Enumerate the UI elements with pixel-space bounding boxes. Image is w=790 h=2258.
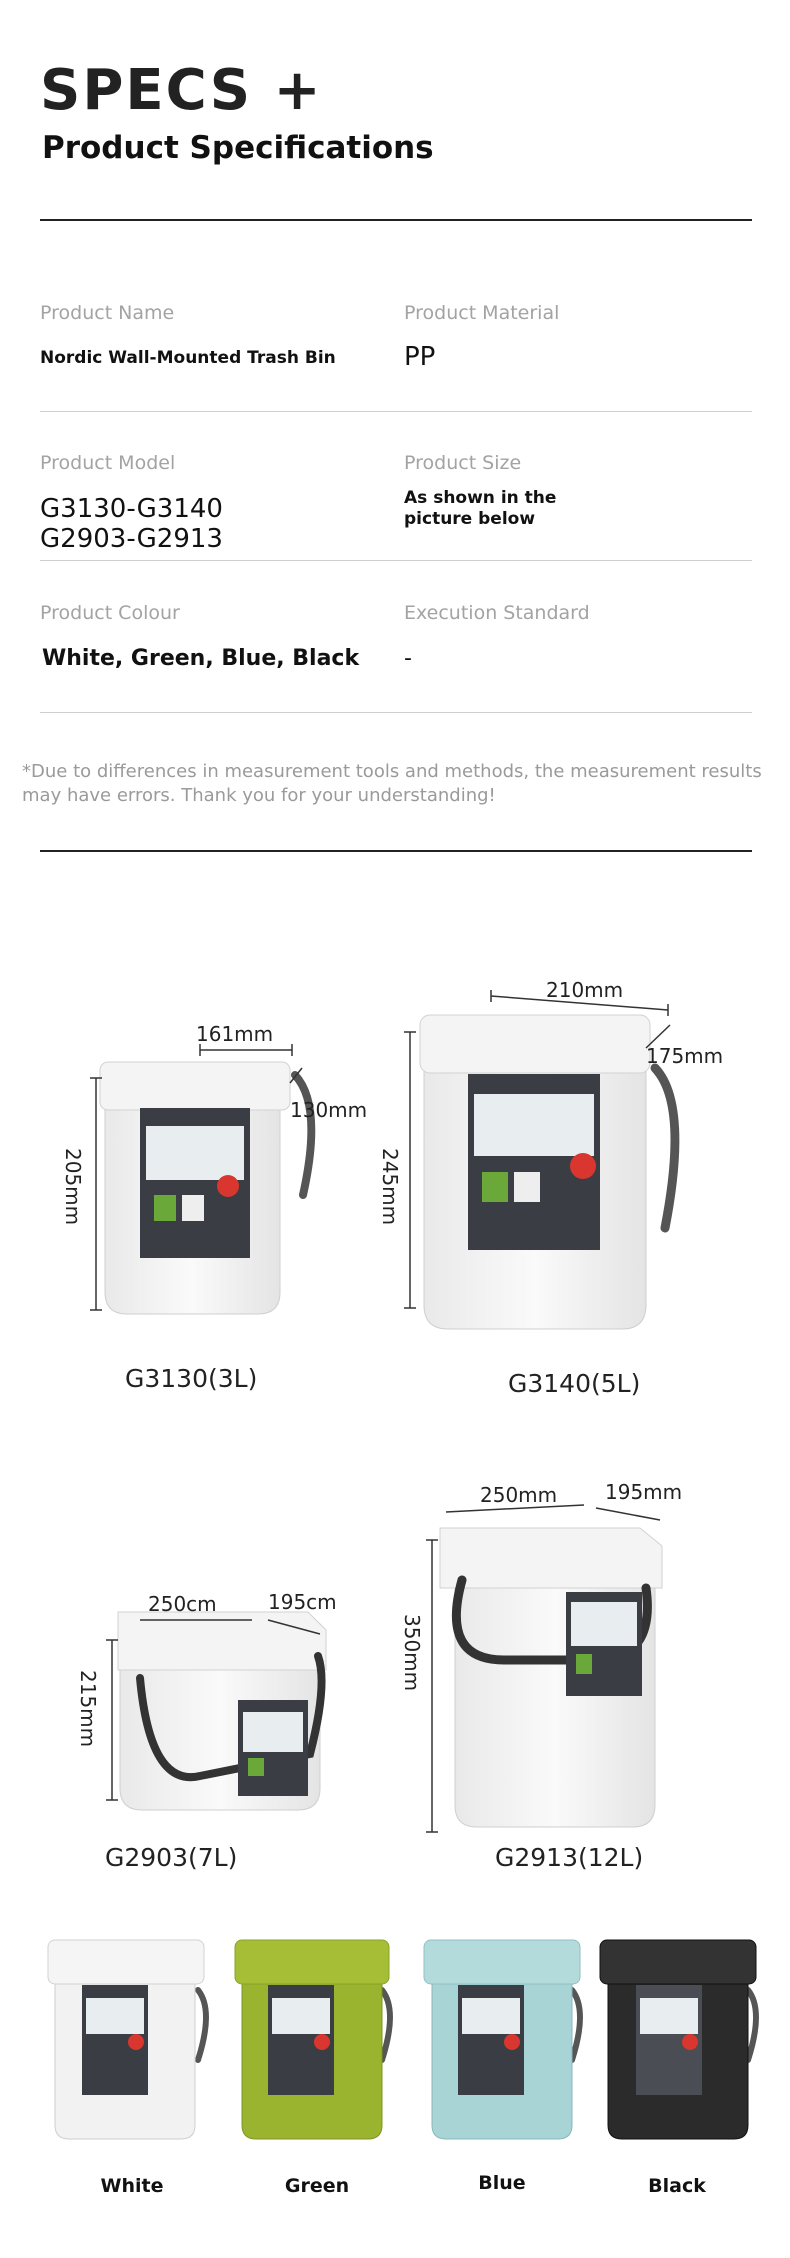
- spec-value-product-colour: White, Green, Blue, Black: [42, 646, 360, 671]
- dimension-height-label: 205mm: [61, 1148, 85, 1226]
- spec-value-line: As shown in the: [404, 488, 557, 508]
- dimension-height-label: 245mm: [378, 1148, 402, 1226]
- dimension-width-label: 250mm: [480, 1483, 558, 1507]
- product-model-label: G3130(3L): [125, 1364, 258, 1393]
- colour-label-black: Black: [648, 2175, 706, 2197]
- spec-label-execution-standard: Execution Standard: [404, 602, 590, 624]
- measurement-note: *Due to differences in measurement tools and methods, the measurement results may have errors. Thank you for your understanding!: [22, 761, 762, 806]
- dimension-depth-label: 175mm: [646, 1044, 724, 1068]
- dimension-height-label: 350mm: [400, 1614, 424, 1692]
- product-model-label: G2913(12L): [495, 1843, 644, 1872]
- page-subtitle: Product Specifications: [42, 130, 434, 166]
- dimension-depth-label: 130mm: [290, 1098, 368, 1122]
- swatch-blue-image: [424, 1940, 580, 2139]
- swatch-black-image: [600, 1940, 756, 2139]
- spec-label-product-name: Product Name: [40, 302, 175, 324]
- spec-label-product-model: Product Model: [40, 452, 176, 474]
- dimension-width-label: 161mm: [196, 1022, 274, 1046]
- colour-label-white: White: [100, 2175, 164, 2197]
- product-model-label: G3140(5L): [508, 1369, 641, 1398]
- swatch-green-image: [235, 1940, 390, 2139]
- spec-value-product-name: Nordic Wall-Mounted Trash Bin: [40, 348, 336, 368]
- dimension-depth-label: 195cm: [268, 1590, 337, 1614]
- spec-value-line: G3130-G3140: [40, 494, 223, 524]
- spec-value-line: G2903-G2913: [40, 524, 223, 554]
- spec-label-product-colour: Product Colour: [40, 602, 180, 624]
- dimension-depth-label: 195mm: [605, 1480, 683, 1504]
- product-model-label: G2903(7L): [105, 1843, 238, 1872]
- spec-value-execution-standard: -: [404, 646, 412, 671]
- page-title: SPECS +: [40, 58, 323, 123]
- dimension-width-label: 210mm: [546, 978, 624, 1002]
- spec-value-line: picture below: [404, 509, 536, 529]
- spec-label-product-material: Product Material: [404, 302, 560, 324]
- dimension-height-label: 215mm: [76, 1670, 100, 1748]
- colour-label-blue: Blue: [478, 2172, 526, 2194]
- bin-g2903-image: [106, 1612, 326, 1810]
- spec-label-product-size: Product Size: [404, 452, 522, 474]
- bin-g3130-image: [90, 1044, 311, 1314]
- dimension-width-label: 250cm: [148, 1592, 217, 1616]
- colour-label-green: Green: [284, 2175, 350, 2197]
- bin-g2913-image: [426, 1505, 662, 1832]
- spec-value-product-material: PP: [404, 342, 436, 372]
- swatch-white-image: [48, 1940, 206, 2139]
- bin-g3140-image: [404, 990, 675, 1329]
